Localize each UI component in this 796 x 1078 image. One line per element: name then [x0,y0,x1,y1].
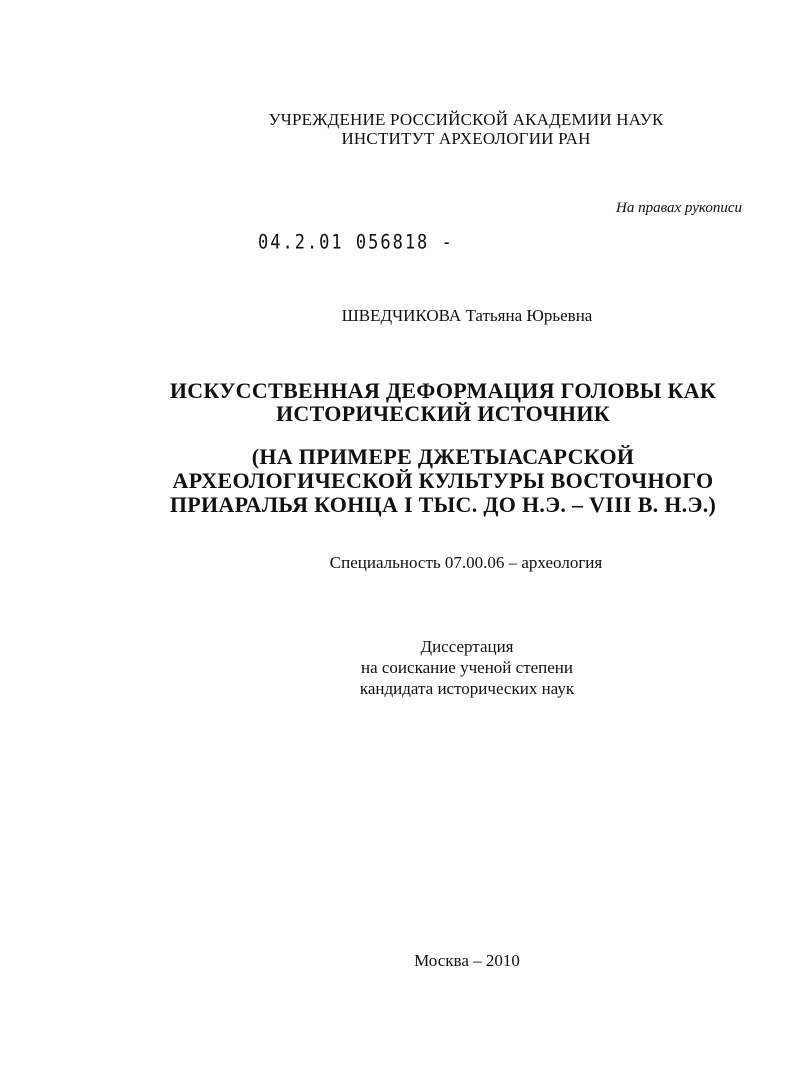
thesis-line-2: на соискание ученой степени [360,658,574,677]
institution-line-1: УЧРЕЖДЕНИЕ РОССИЙСКОЙ АКАДЕМИИ НАУК [268,110,664,129]
footer-place-year: Москва – 2010 [414,951,520,970]
thesis-line-3: кандидата исторических наук [359,679,575,698]
subtitle-line-2: АРХЕОЛОГИЧЕСКОЙ КУЛЬТУРЫ ВОСТОЧНОГО [172,468,714,493]
manuscript-note: На правах рукописи [616,200,742,216]
subtitle-line-1: (НА ПРИМЕРЕ ДЖЕТЫАСАРСКОЙ [251,444,635,469]
subtitle-line-3: ПРИАРАЛЬЯ КОНЦА I ТЫС. ДО Н.Э. – VIII В. Н.Э.) [169,492,717,517]
thesis-line-1: Диссертация [420,637,514,656]
specialty-line: Специальность 07.00.06 – археология [329,553,603,572]
registration-stamp-number: 04.2.01 056818 - [258,231,454,254]
title-line-1: ИСКУССТВЕННАЯ ДЕФОРМАЦИЯ ГОЛОВЫ КАК [169,378,717,403]
title-line-2: ИСТОРИЧЕСКИЙ ИСТОЧНИК [275,401,611,426]
institution-line-2: ИНСТИТУТ АРХЕОЛОГИИ РАН [341,129,591,148]
author-name: ШВЕДЧИКОВА Татьяна Юрьевна [341,306,593,325]
